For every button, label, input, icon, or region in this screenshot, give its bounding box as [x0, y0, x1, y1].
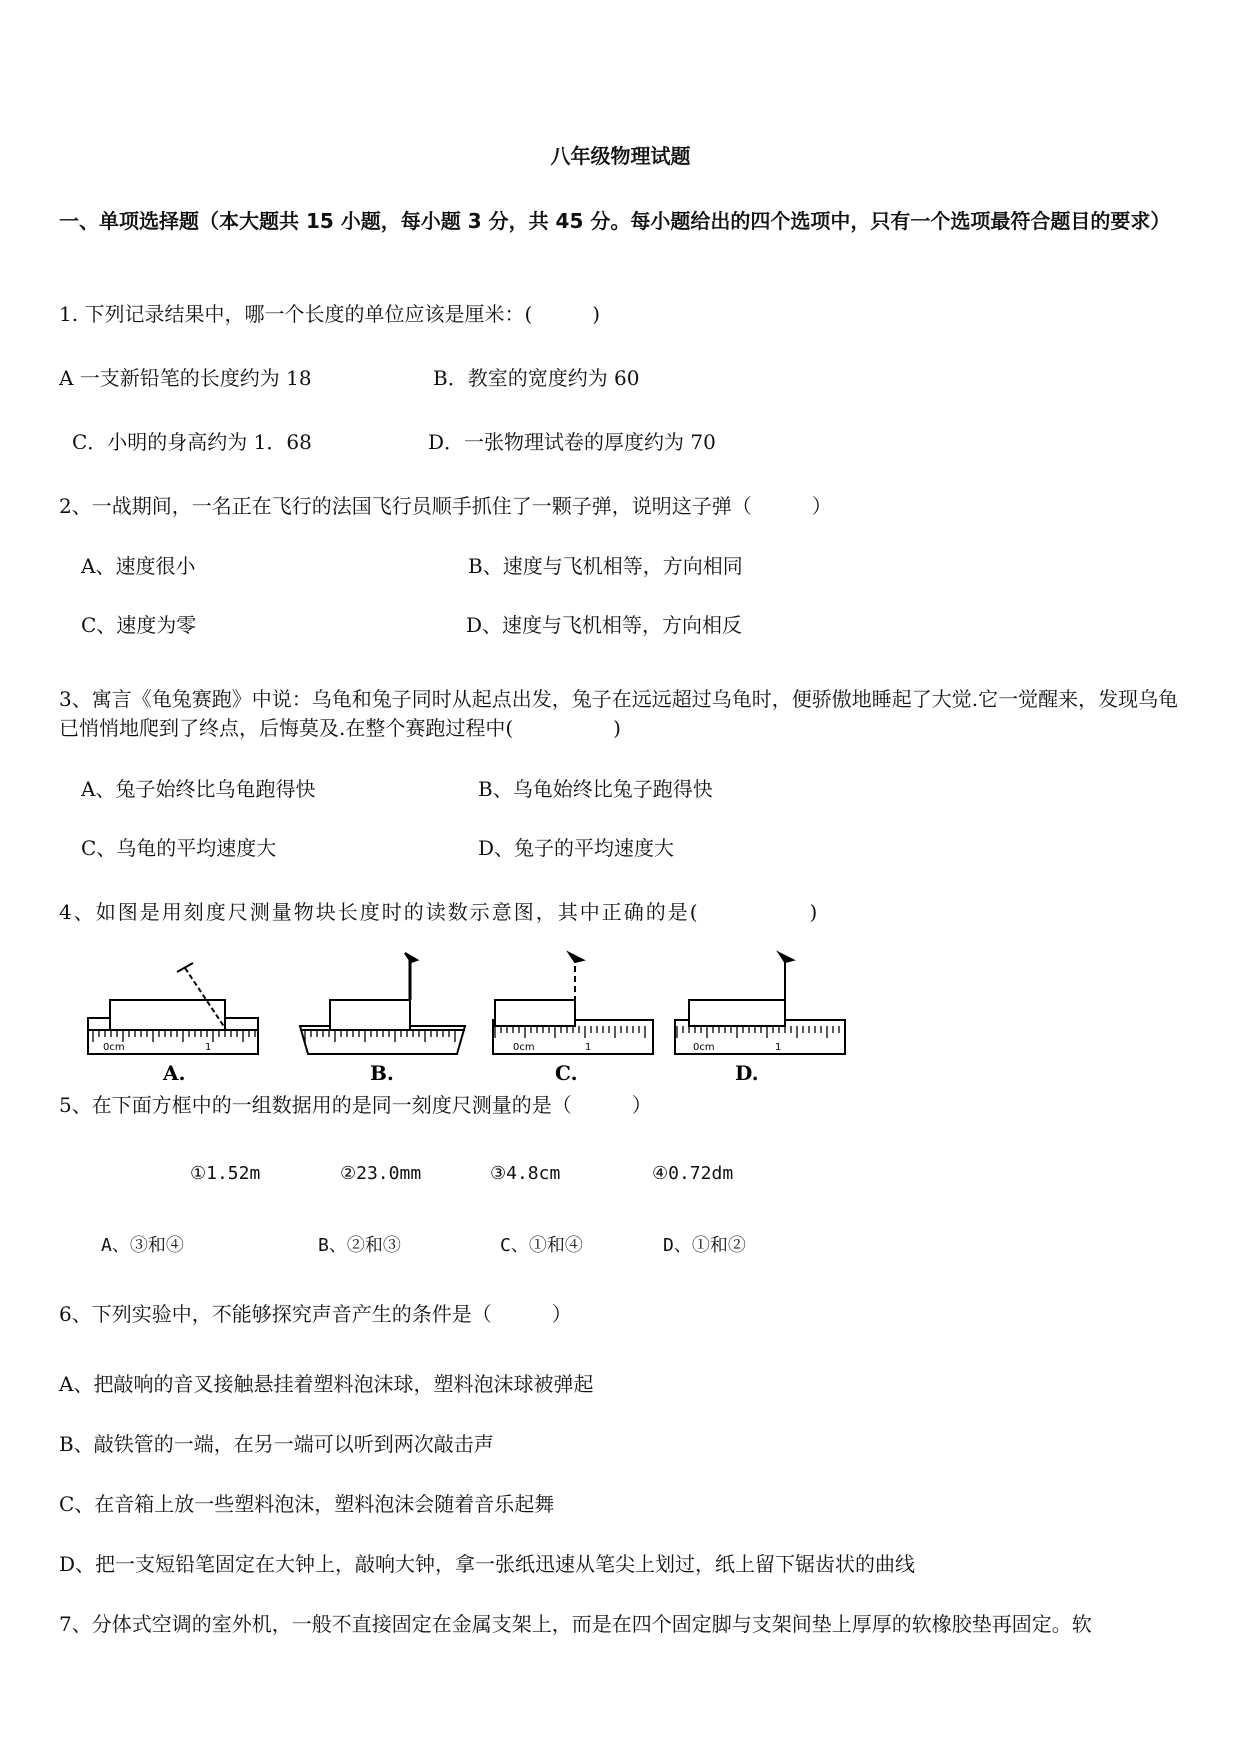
- ruler-d-zero-label: 0cm: [693, 1042, 715, 1053]
- ruler-a: [88, 963, 258, 1054]
- ruler-a-one-label: 1: [205, 1042, 212, 1053]
- question-1-stem: 1. 下列记录结果中，哪一个长度的单位应该是厘米：( ): [59, 302, 601, 326]
- question-3-option-b: B、乌龟始终比兔子跑得快: [478, 777, 713, 801]
- question-3-option-d: D、兔子的平均速度大: [478, 836, 675, 860]
- question-1-option-d: D．一张物理试卷的厚度约为 70: [428, 430, 716, 454]
- question-2-option-b: B、速度与飞机相等，方向相同: [468, 554, 743, 578]
- question-6-option-c: C、在音箱上放一些塑料泡沫，塑料泡沫会随着音乐起舞: [59, 1492, 555, 1516]
- question-6-option-d: D、把一支短铅笔固定在大钟上，敲响大钟，拿一张纸迅速从笔尖上划过，纸上留下锯齿状的曲线: [59, 1552, 916, 1576]
- question-3-stem: 3、寓言《龟兔赛跑》中说：乌龟和兔子同时从起点出发，兔子在远远超过乌龟时，便骄傲地睡起了大觉.它一觉醒来，发现乌龟已悄悄地爬到了终点，后悔莫及.在整个赛跑过程中( ): [59, 687, 1179, 740]
- question-2-option-a: A、速度很小: [81, 554, 196, 578]
- question-2-option-c: C、速度为零: [81, 613, 197, 637]
- question-2-option-d: D、速度与飞机相等，方向相反: [466, 613, 743, 637]
- question-2-stem: 2、一战期间，一名正在飞行的法国飞行员顺手抓住了一颗子弹，说明这子弹（ ）: [59, 494, 832, 518]
- ruler-b: [300, 956, 465, 1054]
- question-1-option-b: B．教室的宽度约为 60: [433, 366, 640, 390]
- question-1-option-a: A 一支新铅笔的长度约为 18: [59, 366, 312, 390]
- ruler-c-zero-label: 0cm: [513, 1042, 535, 1053]
- section-heading: 一、单项选择题（本大题共 15 小题，每小题 3 分，共 45 分。每小题给出的四个选项中，只有一个选项最符合题目的要求）: [59, 209, 1171, 233]
- ruler-figure: [85, 948, 865, 1083]
- question-5-option-c: C、①和④: [500, 1235, 583, 1256]
- question-5-data-1: ①1.52m: [190, 1163, 261, 1184]
- question-6-option-a: A、把敲响的音叉接触悬挂着塑料泡沫球，塑料泡沫球被弹起: [59, 1372, 594, 1396]
- figure-label-c: C.: [555, 1061, 578, 1083]
- figure-label-d: D.: [735, 1061, 759, 1083]
- question-5-option-d: D、①和②: [663, 1235, 746, 1256]
- ruler-d: [675, 956, 845, 1054]
- question-5-option-b: B、②和③: [318, 1235, 401, 1256]
- question-6-stem: 6、下列实验中，不能够探究声音产生的条件是（ ）: [59, 1302, 572, 1326]
- question-5-option-a: A、③和④: [101, 1235, 184, 1256]
- page-title: 八年级物理试题: [550, 144, 691, 168]
- question-1-option-c: C．小明的身高约为 1．68: [72, 430, 312, 454]
- question-3-option-a: A、兔子始终比乌龟跑得快: [81, 777, 316, 801]
- question-5-data-4: ④0.72dm: [652, 1163, 734, 1184]
- ruler-c-one-label: 1: [585, 1042, 592, 1053]
- ruler-a-zero-label: 0cm: [103, 1042, 125, 1053]
- question-7-stem: 7、分体式空调的室外机，一般不直接固定在金属支架上，而是在四个固定脚与支架间垫上厚厚的软橡胶垫再固定。软: [59, 1612, 1092, 1636]
- question-5-data-2: ②23.0mm: [340, 1163, 422, 1184]
- question-6-option-b: B、敲铁管的一端，在另一端可以听到两次敲击声: [59, 1432, 494, 1456]
- figure-label-b: B.: [370, 1061, 394, 1083]
- ruler-d-one-label: 1: [775, 1042, 782, 1053]
- question-5-stem: 5、在下面方框中的一组数据用的是同一刻度尺测量的是（ ）: [59, 1093, 652, 1117]
- figure-label-a: A.: [163, 1061, 186, 1083]
- question-3-option-c: C、乌龟的平均速度大: [81, 836, 277, 860]
- question-5-data-3: ③4.8cm: [490, 1163, 561, 1184]
- ruler-c: [493, 956, 653, 1054]
- question-4-stem: 4、如图是用刻度尺测量物块长度时的读数示意图，其中正确的是( ): [59, 900, 820, 924]
